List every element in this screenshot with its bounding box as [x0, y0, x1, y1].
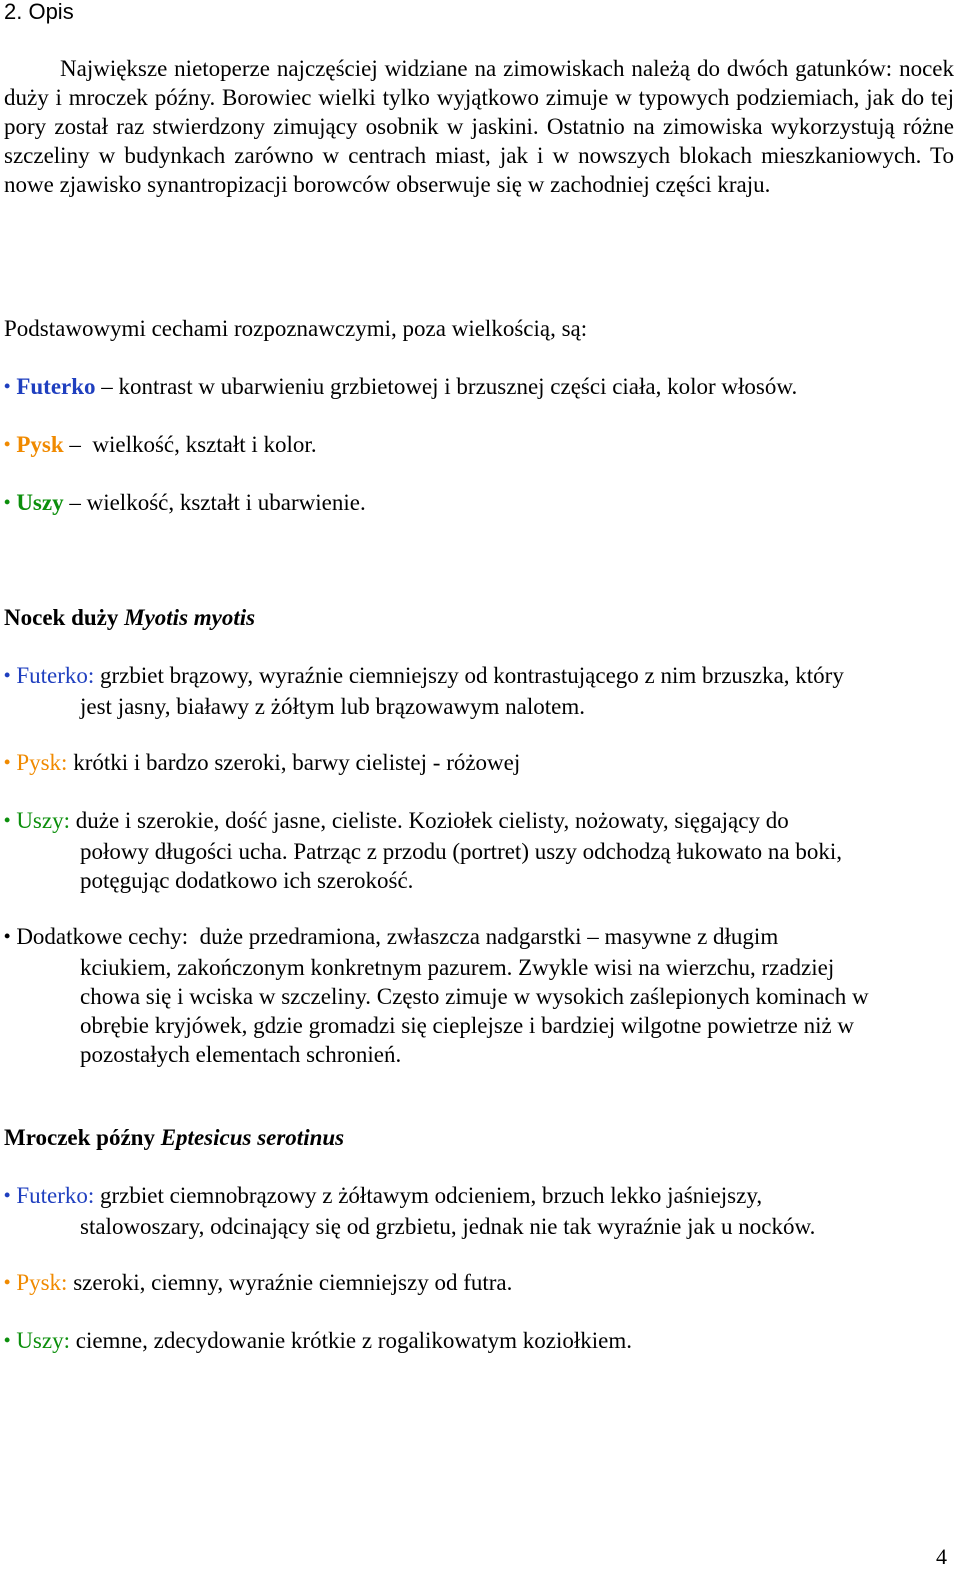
mroczek-pysk [4, 1268, 954, 1299]
nocek-dodatkowe [4, 922, 954, 1069]
text-line: grzbiet ciemnobrązowy z żółtawym odcieniem, brzuch lekko jaśniejszy, [100, 1183, 763, 1208]
bullet-icon: • [4, 492, 11, 512]
label-pysk: Pysk: [16, 1270, 68, 1295]
bullet-icon: • [4, 752, 11, 772]
text-line: stalowoszary, odcinający się od grzbietu, jednak nie tak wyraźnie jak u nocków. [80, 1214, 816, 1239]
label-futerko: Futerko: [16, 663, 95, 688]
text-line: krótki i bardzo szeroki, barwy cielistej - różowej [73, 750, 521, 775]
intro-text: Największe nietoperze najczęściej widziane na zimowiskach należą do dwóch gatunków: nocek duży i mroczek późny. Borowiec wielki tylko wyjątkowo zimuje w typowych podziemiach, jak do tej pory został raz stwierdzony zimujący osobnik w jaskini. Ostatnio na zimowiska wykorzystują różne szczeliny w budynkach zarówno w centrach miast, jak i w nowszych blokach mieszkaniowych. To nowe zjawisko synantropizacji borowców obserwuje się w zachodniej części kraju. [4, 56, 954, 197]
feature-item-futerko [4, 372, 797, 403]
bullet-icon: • [4, 1272, 11, 1292]
label-pysk: Pysk: [16, 750, 68, 775]
mroczek-uszy [4, 1326, 954, 1357]
feature-dash: – [101, 374, 113, 399]
text-line: szeroki, ciemny, wyraźnie ciemniejszy od futra. [73, 1270, 513, 1295]
section-heading: 2. Opis [4, 0, 74, 24]
text-line: potęgując dodatkowo ich szerokość. [80, 868, 414, 893]
species-heading-mroczek [4, 1124, 344, 1152]
bullet-icon: • [4, 1330, 11, 1350]
text-line: duże i szerokie, dość jasne, cieliste. Koziołek cielisty, nożowaty, sięgający do [75, 808, 789, 833]
feature-dash: – [69, 432, 81, 457]
feature-term: Futerko [16, 374, 96, 399]
label-dodatkowe: Dodatkowe cechy: [16, 924, 189, 949]
text-line: połowy długości ucha. Patrząc z przodu (portret) uszy odchodzą łukowato na boki, [80, 839, 842, 864]
label-uszy: Uszy: [16, 1328, 70, 1353]
feature-item-pysk [4, 430, 317, 461]
feature-term: Uszy [16, 490, 64, 515]
feature-term: Pysk [16, 432, 64, 457]
label-uszy: Uszy: [16, 808, 70, 833]
feature-item-uszy [4, 488, 366, 519]
bullet-icon: • [4, 1185, 11, 1205]
species-latin: Myotis myotis [124, 605, 256, 630]
species-name: Nocek duży [4, 605, 119, 630]
feature-dash: – [69, 490, 81, 515]
bullet-icon: • [4, 376, 11, 396]
feature-text: wielkość, kształt i kolor. [92, 432, 317, 457]
text-line: grzbiet brązowy, wyraźnie ciemniejszy od kontrastującego z nim brzuszka, który [100, 663, 844, 688]
text-line: chowa się i wciska w szczeliny. Często zimuje w wysokich zaślepionych kominach w [80, 984, 869, 1009]
nocek-uszy [4, 806, 954, 895]
bullet-icon: • [4, 665, 11, 685]
nocek-pysk [4, 748, 954, 779]
text-line: duże przedramiona, zwłaszcza nadgarstki – masywne z długim [199, 924, 779, 949]
species-latin: Eptesicus serotinus [160, 1125, 345, 1150]
bullet-icon: • [4, 926, 11, 946]
text-line: ciemne, zdecydowanie krótkie z rogalikowatym koziołkiem. [75, 1328, 633, 1353]
intro-paragraph [4, 54, 954, 199]
text-line: obrębie kryjówek, gdzie gromadzi się cieplejsze i bardziej wilgotne powietrze niż w [80, 1013, 855, 1038]
page-number: 4 [936, 1544, 947, 1569]
text-line: pozostałych elementach schronień. [80, 1042, 402, 1067]
features-intro: Podstawowymi cechami rozpoznawczymi, poza wielkością, są: [4, 316, 588, 341]
text-line: kciukiem, zakończonym konkretnym pazurem. Zwykle wisi na wierzchu, rzadziej [80, 955, 835, 980]
label-futerko: Futerko: [16, 1183, 95, 1208]
bullet-icon: • [4, 810, 11, 830]
feature-text: kontrast w ubarwieniu grzbietowej i brzusznej części ciała, kolor włosów. [118, 374, 798, 399]
nocek-futerko [4, 661, 954, 721]
feature-text: wielkość, kształt i ubarwienie. [86, 490, 366, 515]
mroczek-futerko [4, 1181, 954, 1241]
species-name: Mroczek późny [4, 1125, 155, 1150]
text-line: jest jasny, białawy z żółtym lub brązowawym nalotem. [80, 694, 586, 719]
bullet-icon: • [4, 434, 11, 454]
species-heading-nocek [4, 604, 255, 632]
